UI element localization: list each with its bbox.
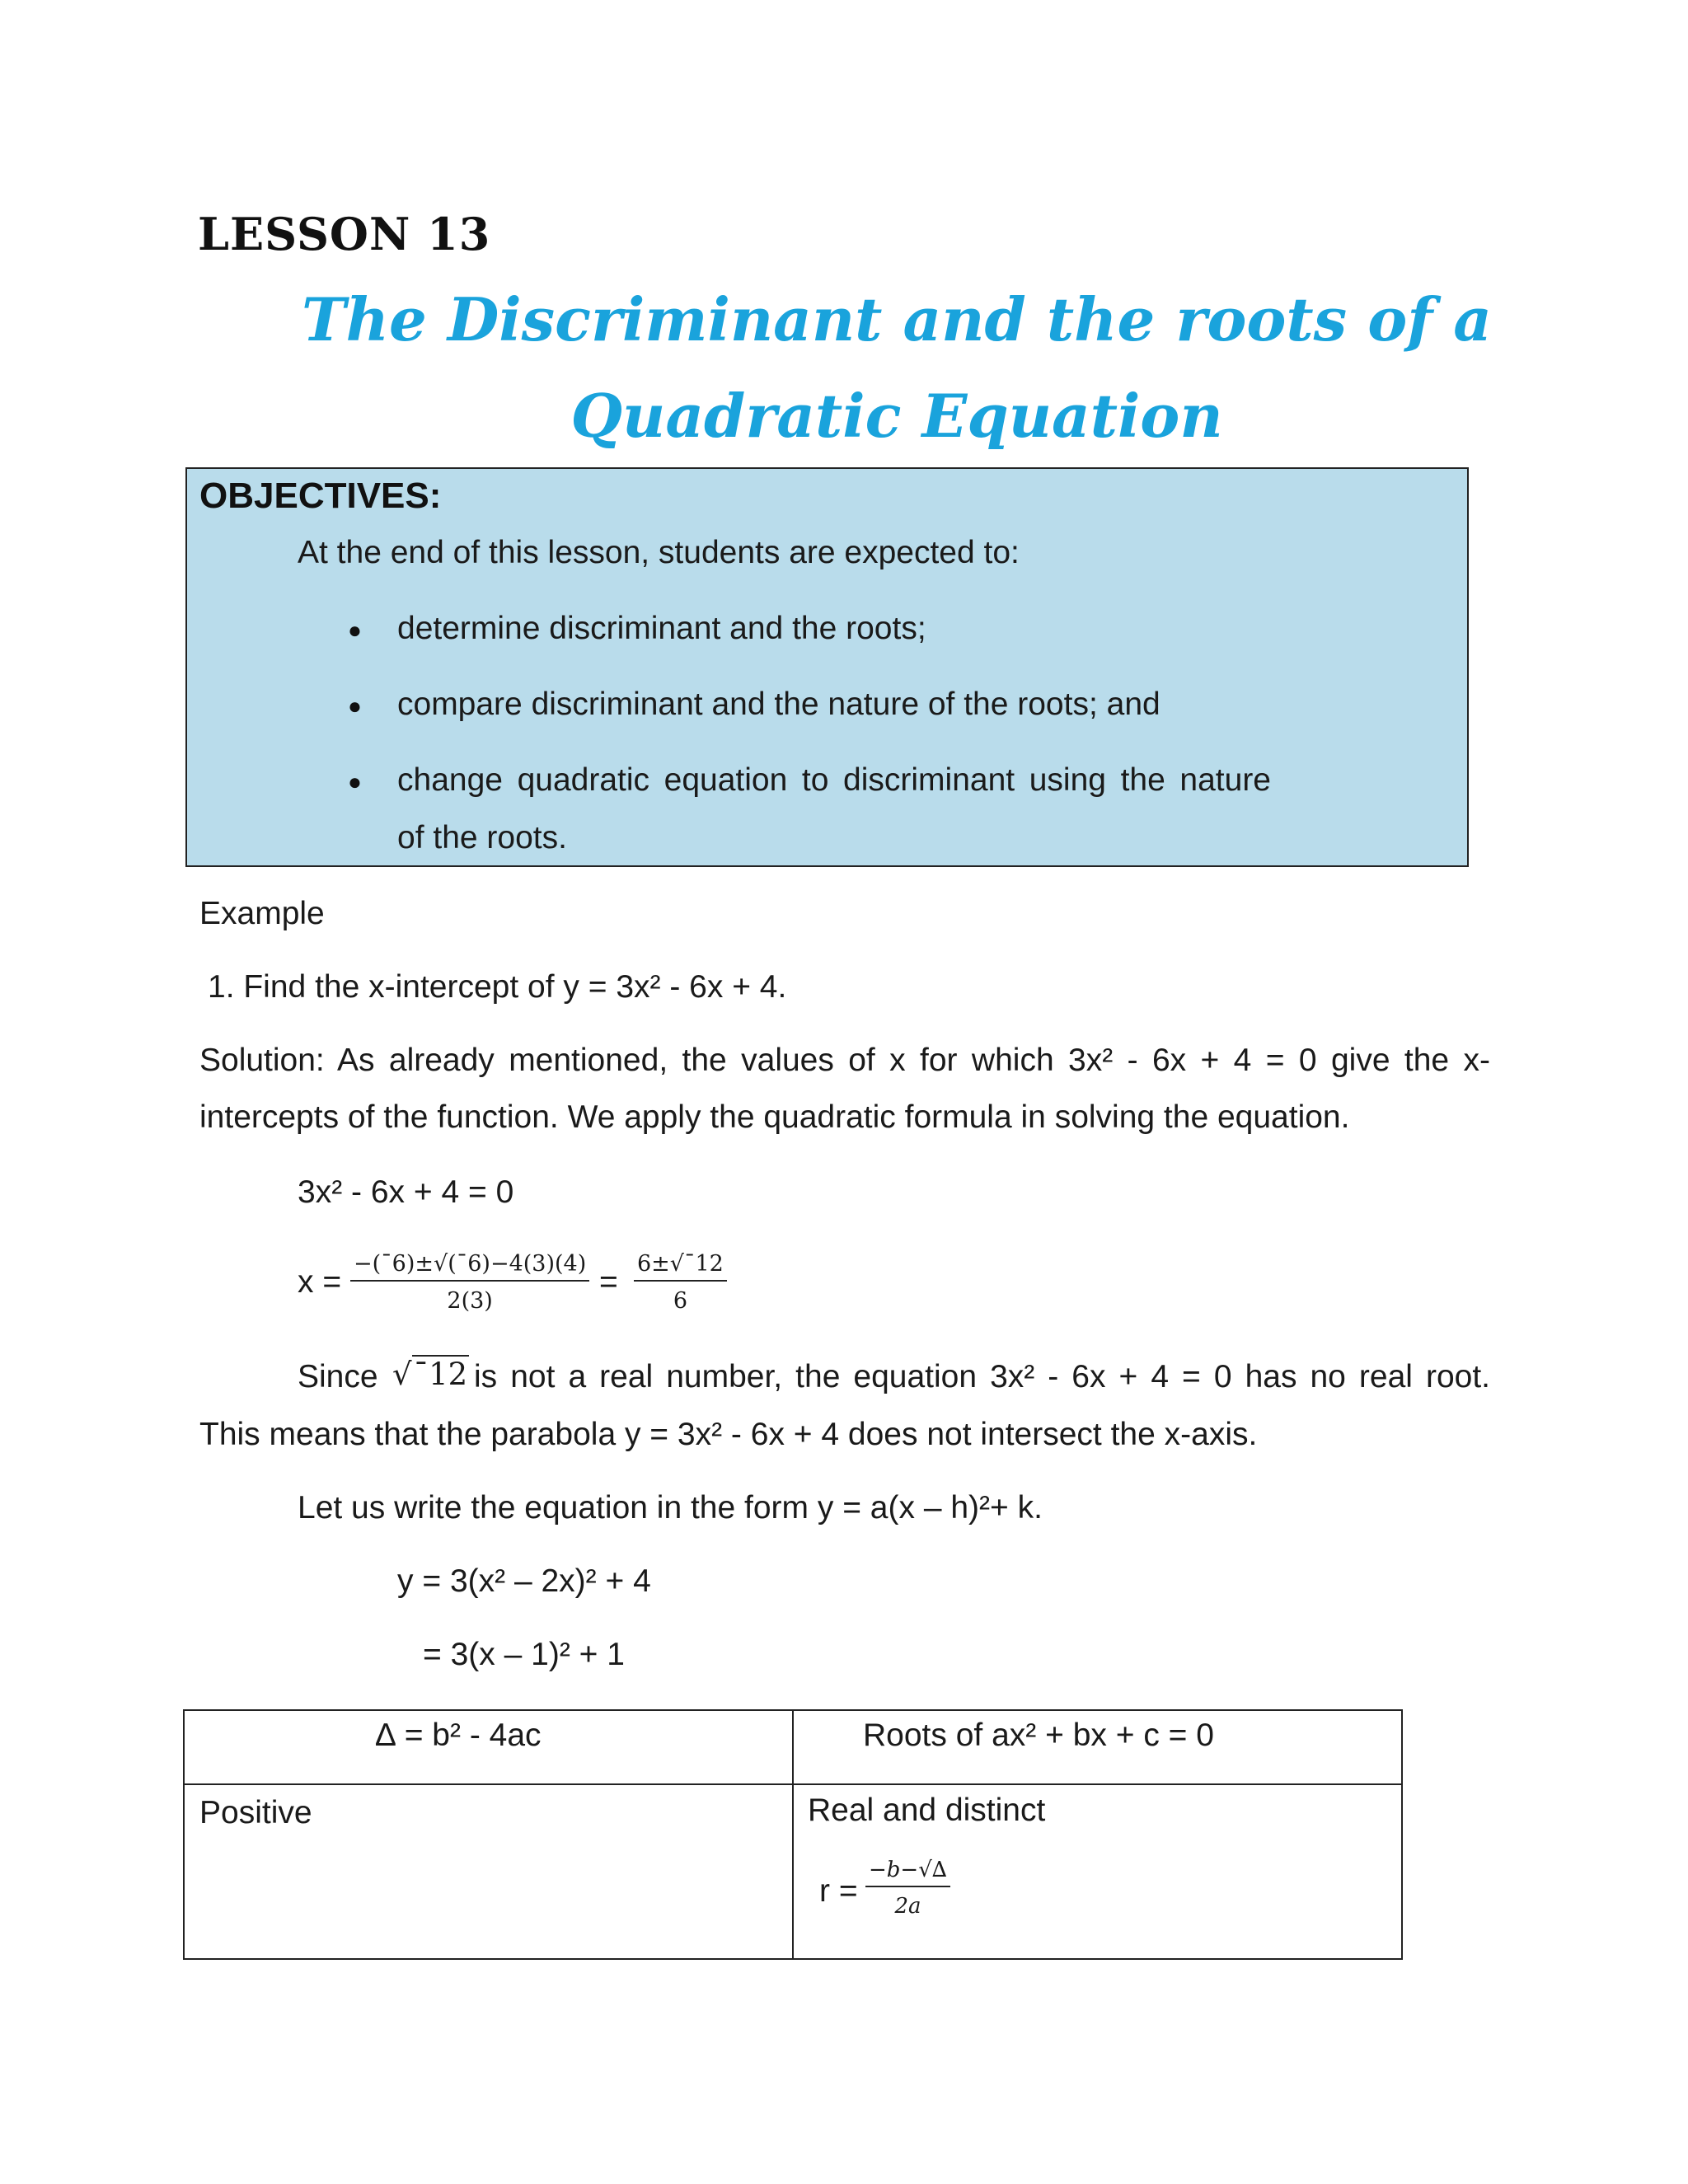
- bullet-icon: ●: [348, 693, 362, 719]
- quadratic-equation: 3x² - 6x + 4 = 0: [298, 1174, 514, 1210]
- solution-line-2: intercepts of the function. We apply the quadratic formula in solving the equation.: [199, 1099, 1350, 1135]
- table-row: [184, 1784, 1402, 1959]
- vertex-step-2: = 3(x – 1)² + 1: [423, 1637, 625, 1672]
- lesson-title-line-1: The Discriminant and the roots of a: [302, 284, 1492, 354]
- solution-line-1: Solution: As already mentioned, the values of x for which 3x² - 6x + 4 = 0 give the x-: [199, 1043, 1490, 1078]
- bullet-icon: ●: [348, 769, 362, 794]
- vertex-form-intro: Let us write the equation in the form y = a(x – h)²+ k.: [298, 1490, 1043, 1526]
- formula-fraction-2-denominator: 6: [673, 1288, 688, 1314]
- root-formula-numerator: −b−√∆: [865, 1859, 950, 1887]
- formula-fraction-1: [350, 1253, 589, 1312]
- sqrt-neg-12: [392, 1357, 469, 1393]
- table-cell-real-distinct-label: Real and distinct: [808, 1793, 1046, 1828]
- table-header-row: [184, 1710, 1402, 1784]
- formula-fraction-2-numerator: 6±√¯12: [634, 1253, 727, 1282]
- table-cell-positive: [184, 1784, 793, 1959]
- since-prefix: Since: [298, 1359, 378, 1394]
- objectives-heading: OBJECTIVES:: [199, 476, 442, 516]
- table-cell-real-distinct: [793, 1784, 1402, 1959]
- lesson-label: LESSON 13: [198, 208, 491, 260]
- lesson-title-line-2: Quadratic Equation: [570, 381, 1223, 451]
- example-heading: Example: [199, 896, 325, 931]
- table-header-roots-label: Roots of ax² + bx + c = 0: [863, 1718, 1214, 1753]
- formula-equals: =: [599, 1264, 618, 1300]
- objective-item-continuation: of the roots.: [397, 820, 567, 855]
- vertex-step-1: y = 3(x² – 2x)² + 4: [397, 1563, 651, 1599]
- objectives-intro: At the end of this lesson, students are expected to:: [298, 535, 1020, 570]
- table-cell-positive-label: Positive: [199, 1795, 312, 1830]
- formula-fraction-1-numerator: −(¯6)±√(¯6)−4(3)(4): [350, 1253, 589, 1282]
- objectives-box: [185, 467, 1469, 867]
- table-header-discriminant-label: ∆ = b² - 4ac: [376, 1718, 542, 1753]
- sqrt-icon: √: [392, 1357, 412, 1392]
- discriminant-roots-table: [183, 1709, 1403, 1960]
- objective-item: compare discriminant and the nature of the roots; and: [397, 687, 1160, 722]
- root-formula-fraction: [865, 1859, 950, 1917]
- sqrt-radicand: ¯12: [413, 1357, 468, 1392]
- objective-item: determine discriminant and the roots;: [397, 611, 926, 646]
- formula-lhs: x =: [298, 1264, 342, 1300]
- formula-fraction-2: [634, 1253, 727, 1312]
- formula-fraction-1-denominator: 2(3): [447, 1288, 493, 1314]
- since-rest: is not a real number, the equation 3x² - 6x + 4 = 0 has no real root.: [474, 1359, 1490, 1394]
- root-formula-lhs: r =: [819, 1873, 858, 1909]
- table-header-discriminant: [184, 1710, 793, 1784]
- bullet-icon: ●: [348, 617, 362, 643]
- objective-item: change quadratic equation to discriminant using the nature: [397, 762, 1271, 798]
- meaning-line: This means that the parabola y = 3x² - 6x + 4 does not intersect the x-axis.: [199, 1417, 1258, 1452]
- table-header-roots: [793, 1710, 1402, 1784]
- example-problem: 1. Find the x-intercept of y = 3x² - 6x + 4.: [208, 969, 787, 1005]
- root-formula-denominator: 2a: [894, 1894, 921, 1919]
